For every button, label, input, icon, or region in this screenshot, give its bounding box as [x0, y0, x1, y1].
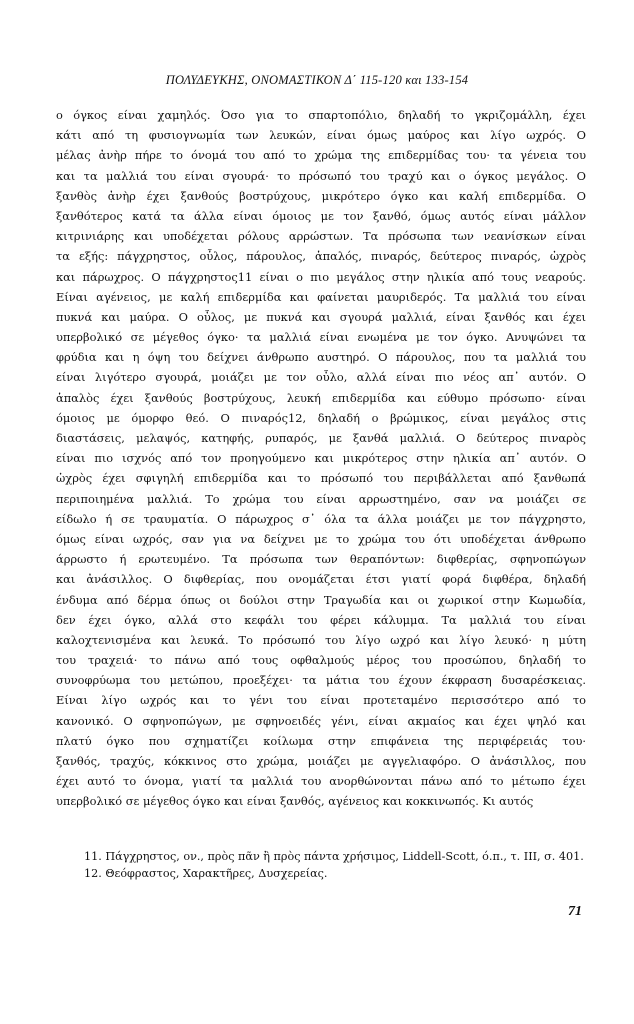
text-line: όμως είναι ωχρός, σαν για να δείχνει με το χρώμα του ότι υποδέχεται άνθρωπο — [56, 531, 586, 546]
text-line: κανονικό. Ο σφηνοπώγων, με σφηνοειδές γένι, είναι ακμαίος και έχει ψηλό και — [56, 713, 586, 728]
footnote-12: 12. Θεόφραστος, Χαρακτῆρες, Δυσχερείας. — [84, 867, 328, 880]
text-line: και πάρωχρος. Ο πάγχρηστος11 είναι ο πιο μεγάλος στην ηλικία από τους νεαρούς. — [56, 269, 586, 284]
text-line: υπερβολικό σε μέγεθος όγκο· τα μαλλιά είναι ενωμένα με τον όγκο. Ανυψώνει τα — [56, 330, 586, 345]
text-line: και τα μαλλιά του είναι σγουρά· το πρόσωπό του τραχύ και ο όγκος μεγάλος. Ο — [56, 168, 586, 183]
text-line: ο όγκος είναι χαμηλός. Όσο για το σπαρτοπόλιο, δηλαδή το γκριζομάλλη, έχει — [56, 108, 586, 122]
page-number: 71 — [568, 904, 582, 919]
text-line: πυκνά και μαύρα. Ο οὖλος, με πυκνά και σγουρά μαλλιά, είναι ξανθός και έχει — [56, 309, 586, 324]
text-line: ἁπαλὸς έχει ξανθούς βοστρύχους, λευκή επιδερμίδα και εύθυμο πρόσωπο· είναι — [56, 390, 586, 405]
text-line: όμοιος με όμορφο θεό. Ο πιναρός12, δηλαδή ο βρώμικος, είναι μεγάλος στις — [56, 410, 586, 425]
text-line: δεν έχει όγκο, αλλά στο κεφάλι του φέρει κάλυμμα. Τα μαλλιά του είναι — [56, 612, 586, 627]
text-line: του τραχειά· το πάνω από τους οφθαλμούς μέρος του προσώπου, δηλαδή το — [56, 653, 586, 668]
text-line: και ἀνάσιλλος. Ο διφθερίας, που ονομάζεται έτσι γιατί φορά διφθέρα, δηλαδή — [56, 572, 586, 587]
text-line: κιτρινιάρης και υποδέχεται ρόλους αρρώστων. Τα πρόσωπα των νεανίσκων είναι — [56, 229, 586, 244]
text-line: συνοφρύωμα του μετώπου, προεξέχει· τα μάτια του έχουν έκφραση δυσαρέσκειας. — [56, 673, 586, 688]
text-line: έχει αυτό το όνομα, γιατί τα μαλλιά του ανορθώνονται πάνω από το μέτωπο έχει — [56, 774, 586, 789]
text-line: περιποιημένα μαλλιά. Το χρώμα του είναι αρρωστημένο, σαν να μοιάζει σε — [56, 491, 586, 506]
text-line: άρρωστο ή ερωτευμένο. Τα πρόσωπα των θεραπόντων: διφθερίας, σφηνοπώγων — [56, 552, 586, 567]
text-line: είδωλο ή σε τραυματία. Ο πάρωχρος σ᾽ όλα τα άλλα μοιάζει με τον πάγχρηστο, — [56, 511, 586, 526]
running-head: ΠΟΛΥΔΕΥΚΗΣ, ΟΝΟΜΑΣΤΙΚΟΝ Δ΄ 115-120 και 133-154 — [165, 73, 469, 87]
text-line: ξανθὸς ἀνὴρ έχει ξανθούς βοστρύχους, μικρότερο όγκο και καλή επιδερμίδα. Ο — [56, 188, 586, 203]
text-line: ξανθότερος κατά τα άλλα είναι όμοιος με τον ξανθό, όμως αυτός είναι μάλλον — [56, 208, 586, 223]
text-line: μέλας ἀνὴρ πήρε το όνομά του από το χρώμα της επιδερμίδας του· τα γένεια του — [56, 148, 586, 163]
text-line: Είναι αγένειος, με καλή επιδερμίδα και φαίνεται μαυριδερός. Τα μαλλιά του είναι — [56, 289, 586, 304]
text-line: φρύδια και η όψη του δείχνει άνθρωπο αυστηρό. Ο πάρουλος, που τα μαλλιά του — [56, 350, 586, 365]
text-line: καλοχτενισμένα και λευκά. Το πρόσωπό του λίγο ωχρό και λίγο λευκό· η μύτη — [56, 632, 586, 647]
text-line: Είναι λίγο ωχρός και το γένι του είναι προτεταμένο περισσότερο από το — [56, 693, 586, 708]
text-line: ὠχρὸς έχει σφιγηλή επιδερμίδα και το πρόσωπό του περιβάλλεται από ξανθωπά — [56, 471, 586, 486]
text-line: ξανθός, τραχύς, κόκκινος στο χρώμα, μοιάζει με αγγελιαφόρο. Ο ἀνάσιλλος, που — [56, 754, 586, 768]
text-line: τα εξής: πάγχρηστος, οὖλος, πάρουλος, ἁπαλός, πιναρός, δεύτερος πιναρός, ὠχρὸς — [56, 249, 586, 264]
text-line: κάτι από τη φυσιογνωμία των λευκών, είναι όμως μαύρος και λίγο ωχρός. Ο — [56, 128, 586, 143]
text-line: ένδυμα από δέρμα όπως οι δούλοι στην Τραγωδία και οι χωρικοί στην Κωμωδία, — [56, 592, 586, 607]
text-line: είναι λιγότερο σγουρά, μοιάζει με τον οὖλο, αλλά είναι πιο νέος απ᾽ αυτόν. Ο — [56, 370, 586, 385]
text-line: διαστάσεις, μελαψός, κατηφής, ρυπαρός, με ξανθά μαλλιά. Ο δεύτερος πιναρὸς — [56, 431, 586, 445]
footnote-11: 11. Πάγχρηστος, ον., πρὸς πᾶν ἢ πρὸς πάντα χρήσιμος, Liddell-Scott, ό.π., τ. III, σ. 401. — [84, 850, 584, 863]
text-line: υπερβολικό σε μέγεθος όγκο και είναι ξανθός, αγένειος και κοκκινωπός. Κι αυτός — [56, 794, 534, 809]
text-line: πλατύ όγκο που σχηματίζει κοίλωμα στην επιφάνεια της περιφέρειάς του· — [56, 733, 586, 748]
text-line: είναι πιο ισχνός από τον προηγούμενο και μικρότερος στην ηλικία απ᾽ αυτόν. Ο — [56, 451, 586, 466]
footnotes — [84, 848, 584, 882]
body-text — [56, 105, 586, 812]
